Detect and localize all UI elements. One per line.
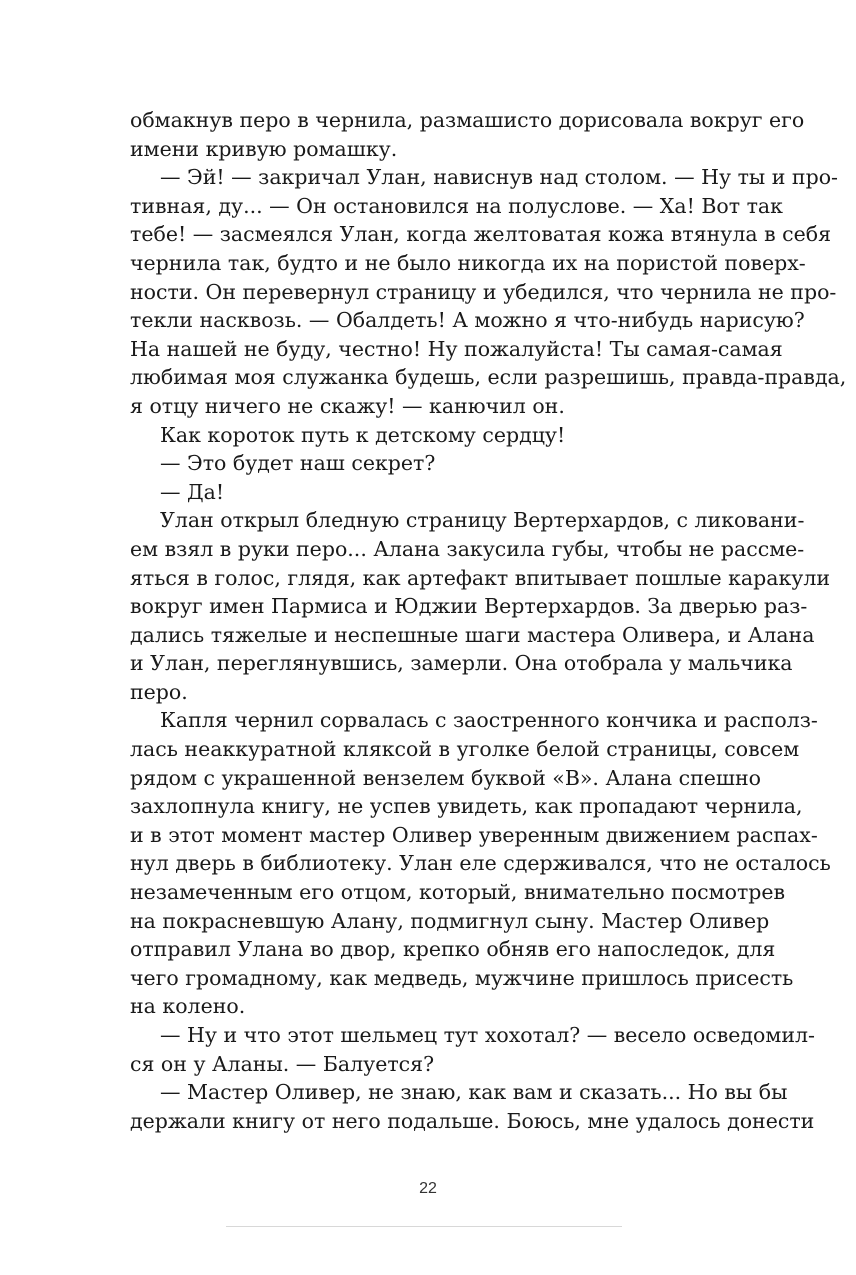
page-number: 22	[419, 1180, 437, 1197]
text-line: обмакнув перо в чернила, размашисто дорисовала вокруг его	[130, 108, 805, 132]
text-line: любимая моя служанка будешь, если разрешишь, правда-правда,	[130, 365, 847, 390]
text-line: и Улан, переглянувшись, замерли. Она отобрала у мальчика	[130, 651, 793, 676]
text-line: имени кривую ромашку.	[130, 136, 398, 161]
text-line: отправил Улана во двор, крепко обняв его напоследок, для	[130, 937, 776, 962]
body-text	[130, 106, 847, 1135]
text-line: и в этот момент мастер Оливер уверенным движением распах-	[130, 822, 818, 847]
text-line: лась неаккуратной кляксой в уголке белой страницы, совсем	[130, 737, 800, 762]
text-line: чернила так, будто и не было никогда их на пористой поверх-	[130, 250, 806, 275]
text-line: незамеченным его отцом, который, внимательно посмотрев	[130, 880, 786, 905]
text-line: На нашей не буду, честно! Ну пожалуйста! Ты самая-самая	[130, 336, 783, 361]
text-line: дались тяжелые и неспешные шаги мастера Оливера, и Алана	[130, 622, 815, 647]
text-line: я отцу ничего не скажу! — канючил он.	[130, 393, 565, 418]
text-line: захлопнула книгу, не успев увидеть, как пропадают чернила,	[130, 794, 803, 819]
text-line: держали книгу от него подальше. Боюсь, мне удалось донести	[130, 1108, 815, 1133]
footer-rule	[226, 1226, 622, 1227]
text-line: вокруг имен Пармиса и Юджии Вертерхардов. За дверью раз-	[130, 594, 808, 619]
text-line: рядом с украшенной вензелем буквой «В». Алана спешно	[130, 765, 761, 790]
text-line: ся он у Аланы. — Балуется?	[130, 1051, 435, 1076]
text-line: ем взял в руки перо... Алана закусила губы, чтобы не рассме-	[130, 536, 805, 561]
text-line: тивная, ду... — Он остановился на полуслове. — Ха! Вот так	[130, 193, 783, 218]
text-line: Улан открыл бледную страницу Вертерхардов, с ликовани-	[160, 508, 805, 533]
text-line: — Мастер Оливер, не знаю, как вам и сказать... Но вы бы	[160, 1080, 788, 1105]
text-line: текли насквозь. — Обалдеть! А можно я что-нибудь нарисую?	[130, 308, 805, 333]
text-line: перо.	[130, 679, 188, 704]
text-line: — Ну и что этот шельмец тут хохотал? — весело осведомил-	[160, 1023, 815, 1047]
text-line: яться в голос, глядя, как артефакт впитывает пошлые каракули	[130, 565, 831, 590]
text-line: ности. Он перевернул страницу и убедился, что чернила не про-	[130, 279, 837, 304]
text-line: нул дверь в библиотеку. Улан еле сдерживался, что не осталось	[130, 851, 831, 876]
text-line: на колено.	[130, 994, 246, 1019]
text-line: — Эй! — закричал Улан, нависнув над столом. — Ну ты и про-	[160, 165, 838, 190]
text-line: тебе! — засмеялся Улан, когда желтоватая кожа втянула в себя	[130, 222, 832, 247]
text-line: на покрасневшую Алану, подмигнул сыну. Мастер Оливер	[130, 908, 770, 933]
text-line: — Да!	[160, 479, 225, 504]
text-line: Как короток путь к детскому сердцу!	[160, 422, 566, 447]
text-line: — Это будет наш секрет?	[160, 451, 436, 476]
text-line: чего громадному, как медведь, мужчине пришлось присесть	[130, 965, 794, 990]
text-line: Капля чернил сорвалась с заостренного кончика и располз-	[160, 708, 818, 733]
